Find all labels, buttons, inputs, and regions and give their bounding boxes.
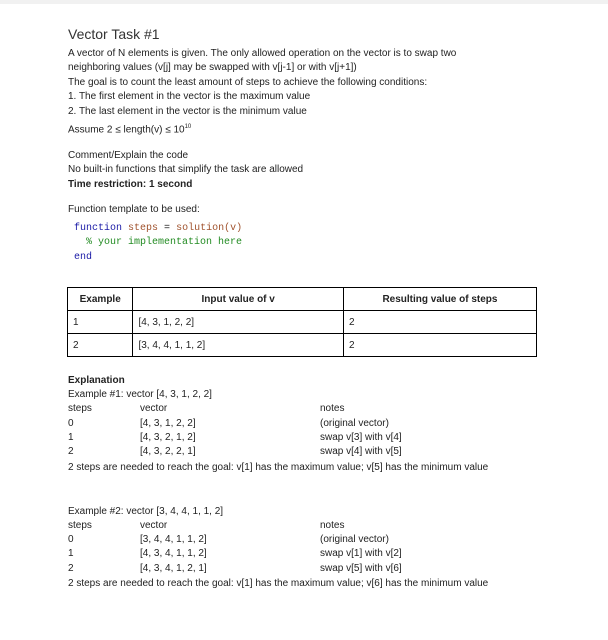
code-keyword-end: end (74, 252, 93, 263)
example-2-step: 1 (68, 548, 74, 559)
page-top-border (0, 0, 608, 4)
assume-text: Assume 2 ≤ length(v) ≤ 10 (68, 124, 185, 136)
example-1-note: swap v[3] with v[4] (320, 432, 402, 443)
example-2-header-vector: vector (140, 520, 168, 531)
example-1-header-vector: vector (140, 403, 168, 414)
example-2-step: 0 (68, 534, 74, 545)
assume-line (68, 120, 191, 137)
header-input: Input value of v (133, 288, 344, 311)
code-keyword-function: function (74, 223, 123, 234)
example-2-note: swap v[1] with v[2] (320, 548, 402, 559)
condition-2: 2. The last element in the vector is the minimum value (68, 106, 307, 117)
header-example: Example (68, 288, 133, 311)
time-restriction: Time restriction: 1 second (68, 179, 193, 190)
cell-result: 2 (343, 334, 536, 357)
example-2-header-steps: steps (68, 520, 92, 531)
cell-input: [3, 4, 4, 1, 1, 2] (133, 334, 344, 357)
example-1-note: (original vector) (320, 418, 389, 429)
explanation-heading: Explanation (68, 375, 125, 386)
table-row (68, 311, 537, 334)
example-1-step: 0 (68, 418, 74, 429)
table-row (68, 334, 537, 357)
description-line: neighboring values (v[j] may be swapped with v[j-1] or with v[j+1]) (68, 62, 357, 73)
example-2-vector: [4, 3, 4, 1, 1, 2] (140, 548, 207, 559)
code-equals: = (158, 223, 177, 234)
example-2-header-notes: notes (320, 520, 345, 531)
condition-1: 1. The first element in the vector is the maximum value (68, 91, 311, 102)
example-1-vector: [4, 3, 2, 2, 1] (140, 446, 196, 457)
example-1-header-steps: steps (68, 403, 92, 414)
example-2-note: (original vector) (320, 534, 389, 545)
example-1-note: swap v[4] with v[5] (320, 446, 402, 457)
example-2-title: Example #2: vector [3, 4, 4, 1, 1, 2] (68, 506, 224, 517)
example-1-header-notes: notes (320, 403, 345, 414)
example-1-title: Example #1: vector [4, 3, 1, 2, 2] (68, 389, 212, 400)
code-call: solution(v) (176, 223, 243, 234)
examples-table (67, 287, 537, 357)
page-title: Vector Task #1 (68, 26, 160, 42)
example-1-vector: [4, 3, 2, 1, 2] (140, 432, 196, 443)
example-1-step: 1 (68, 432, 74, 443)
description-line: A vector of N elements is given. The only allowed operation on the vector is to swap two (68, 48, 457, 59)
example-1-vector: [4, 3, 1, 2, 2] (140, 418, 196, 429)
table-header-row (68, 288, 537, 311)
assume-exponent: 10 (184, 124, 192, 130)
description-line: The goal is to count the least amount of steps to achieve the following conditions: (68, 77, 428, 88)
comment-line: Comment/Explain the code (68, 150, 189, 161)
cell-example: 1 (68, 311, 133, 334)
example-2-vector: [3, 4, 4, 1, 1, 2] (140, 534, 207, 545)
code-lhs: steps (128, 223, 159, 234)
template-label: Function template to be used: (68, 204, 200, 215)
example-1-conclusion: 2 steps are needed to reach the goal: v[1] has the maximum value; v[5] has the minimum value (68, 462, 489, 473)
example-2-note: swap v[5] with v[6] (320, 563, 402, 574)
cell-input: [4, 3, 1, 2, 2] (133, 311, 344, 334)
builtin-line: No built-in functions that simplify the task are allowed (68, 164, 304, 175)
example-2-vector: [4, 3, 4, 1, 2, 1] (140, 563, 207, 574)
header-result: Resulting value of steps (343, 288, 536, 311)
code-comment: % your implementation here (86, 237, 243, 248)
code-line-function (74, 222, 242, 236)
example-2-conclusion: 2 steps are needed to reach the goal: v[1] has the maximum value; v[6] has the minimum value (68, 578, 489, 589)
example-1-step: 2 (68, 446, 74, 457)
cell-example: 2 (68, 334, 133, 357)
example-2-step: 2 (68, 563, 74, 574)
cell-result: 2 (343, 311, 536, 334)
